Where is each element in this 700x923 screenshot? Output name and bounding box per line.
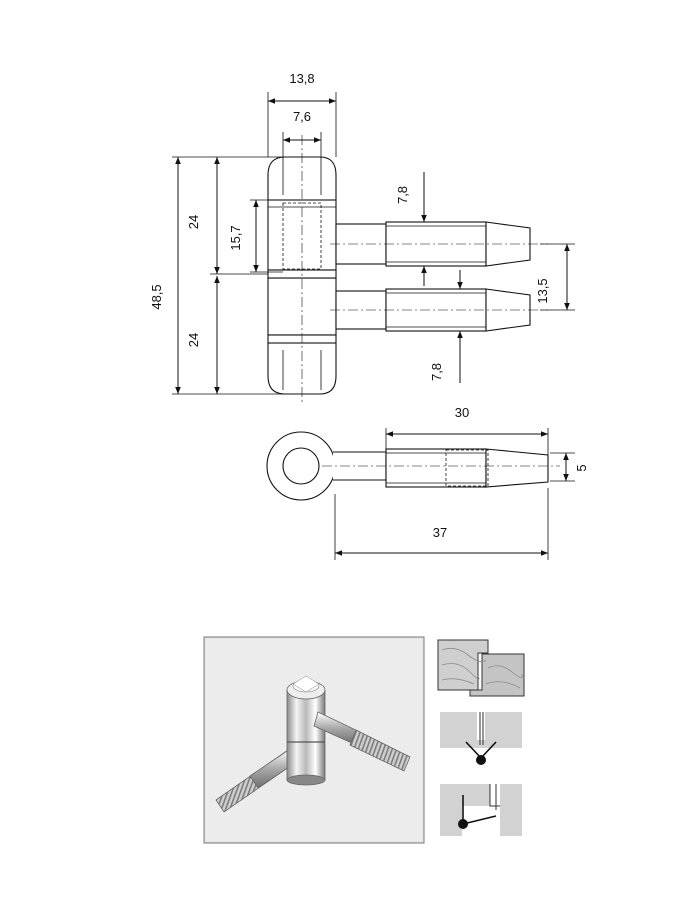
dim-15-7-label: 15,7 (228, 225, 243, 251)
dim-24-lower-label: 24 (186, 332, 201, 348)
dimension-inner-width (283, 109, 321, 160)
chrome-barrel (287, 676, 325, 785)
dim-7-8-lower-label: 7,8 (429, 362, 444, 382)
hinge-front-view (268, 135, 548, 405)
hinge-closed-icon (438, 710, 524, 766)
hinge-open-icon (438, 782, 524, 838)
barrel-inner-circle (283, 448, 319, 484)
product-photo (204, 637, 424, 843)
dim-37-label: 37 (432, 525, 448, 540)
dimension-pin-length (386, 405, 548, 455)
wood-joint-icon (438, 640, 524, 696)
dim-7-8-upper-label: 7,8 (395, 185, 410, 205)
dim-7-6-label: 7,6 (292, 109, 312, 124)
dimension-lower-half (186, 276, 217, 394)
upper-pin (330, 222, 548, 266)
dimension-pin-offset (550, 453, 589, 481)
hinge-top-view (267, 432, 560, 500)
dim-24-upper-label: 24 (186, 214, 201, 230)
dimension-pin-spacing (535, 244, 575, 310)
dim-5-label: 5 (574, 464, 589, 472)
dim-13-5-label: 13,5 (535, 278, 550, 304)
barrel-bottom-cap (268, 343, 336, 394)
dim-48-5-label: 48,5 (149, 284, 164, 310)
dim-13-8-label: 13,8 (289, 71, 315, 86)
lower-pin (330, 289, 548, 331)
dim-30-label: 30 (454, 405, 470, 420)
dimension-total-length (335, 488, 548, 560)
